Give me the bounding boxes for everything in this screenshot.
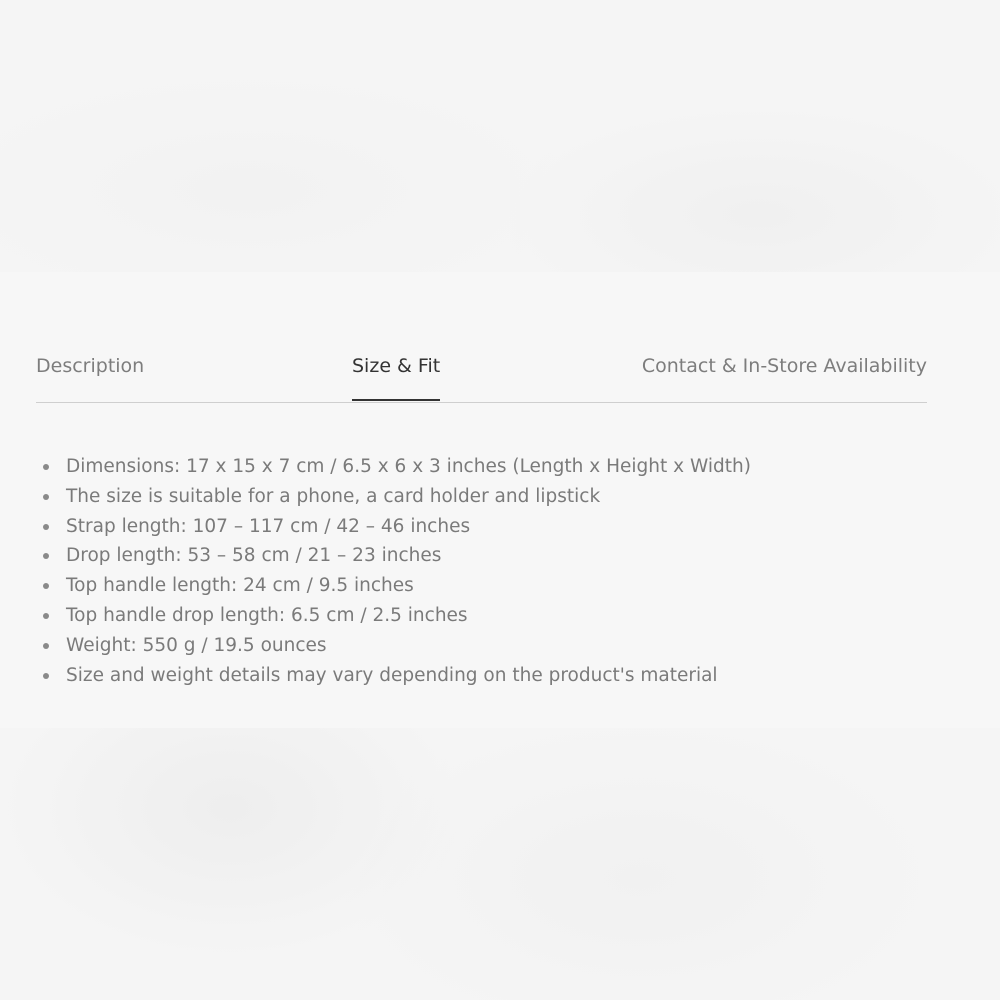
tab-description[interactable]: Description <box>36 355 145 377</box>
list-item <box>36 631 936 661</box>
bullet-icon <box>43 524 49 530</box>
spec-text: Weight: 550 g / 19.5 ounces <box>66 634 327 656</box>
bullet-icon <box>43 494 49 500</box>
list-item <box>36 541 936 571</box>
bullet-icon <box>43 673 49 679</box>
list-item <box>36 661 936 691</box>
list-item <box>36 452 936 482</box>
spec-text: Top handle drop length: 6.5 cm / 2.5 inches <box>66 604 468 626</box>
list-item <box>36 601 936 631</box>
list-item <box>36 482 936 512</box>
spec-text: Strap length: 107 – 117 cm / 42 – 46 inches <box>66 515 471 537</box>
size-fit-list <box>36 452 936 690</box>
spec-text: Dimensions: 17 x 15 x 7 cm / 6.5 x 6 x 3 inches (Length x Height x Width) <box>66 456 751 477</box>
spec-text: The size is suitable for a phone, a card holder and lipstick <box>66 485 601 507</box>
list-item <box>36 571 936 601</box>
bullet-icon <box>43 464 49 470</box>
spec-text: Size and weight details may vary depending on the product's material <box>66 664 718 686</box>
list-item <box>36 512 936 542</box>
product-image-area-top <box>0 0 1000 272</box>
bullet-icon <box>43 553 49 559</box>
bullet-icon <box>43 583 49 589</box>
product-info-tabs <box>36 338 927 403</box>
bullet-icon <box>43 613 49 619</box>
bullet-icon <box>43 643 49 649</box>
spec-text: Top handle length: 24 cm / 9.5 inches <box>66 575 414 597</box>
tab-contact-availability[interactable]: Contact & In-Store Availability <box>641 355 927 377</box>
spec-text: Drop length: 53 – 58 cm / 21 – 23 inches <box>66 545 442 567</box>
product-image-area-bottom <box>0 728 1000 1000</box>
tab-size-fit[interactable]: Size & Fit <box>352 352 440 400</box>
